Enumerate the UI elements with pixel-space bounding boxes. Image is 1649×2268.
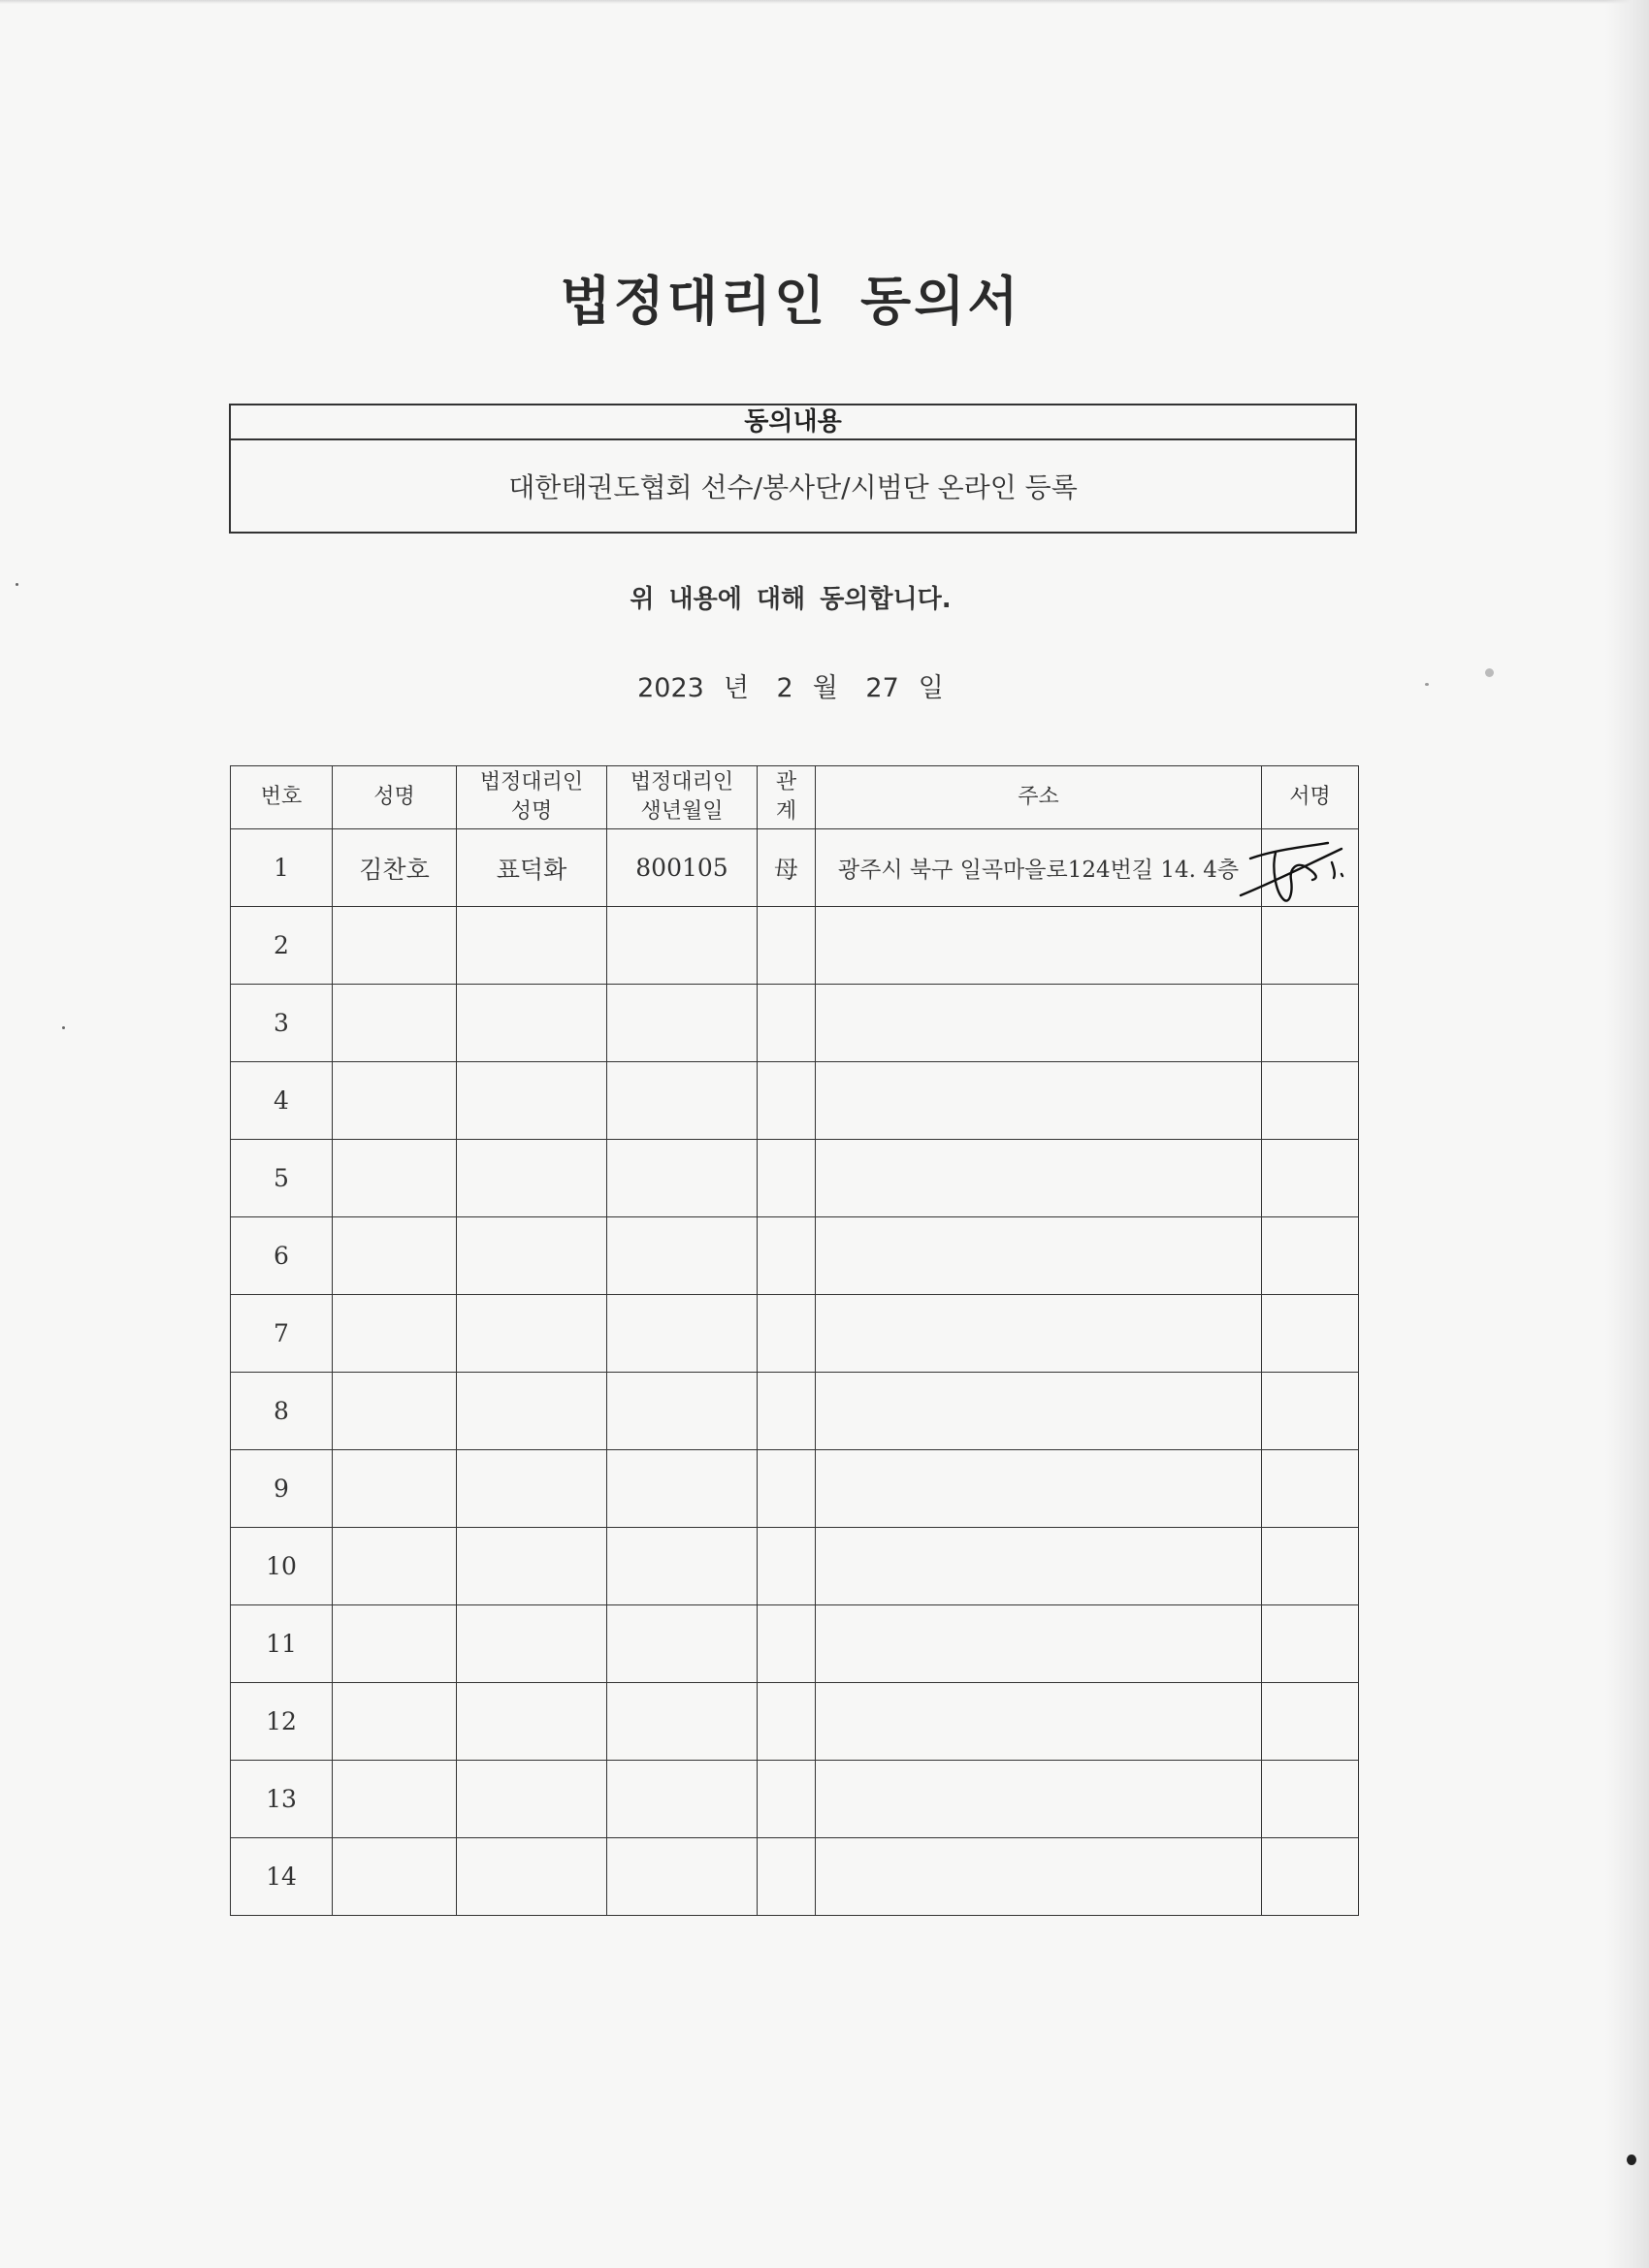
representative-name-cell (457, 829, 607, 907)
student-name-cell (333, 1140, 457, 1217)
student-name-cell (333, 1217, 457, 1295)
row-number: 13 (266, 1785, 297, 1813)
table-row (231, 1528, 1359, 1605)
row-number: 14 (266, 1863, 297, 1891)
representative-birthdate-cell (607, 1528, 758, 1605)
table-row (231, 1450, 1359, 1528)
header-relation: 관 계 (758, 766, 816, 829)
consent-box (229, 404, 1357, 534)
header-name: 성명 (333, 766, 457, 829)
row-number-cell (231, 1450, 333, 1528)
scan-edge-right (1605, 0, 1649, 2268)
row-number-cell (231, 829, 333, 907)
date-day-unit: 일 (918, 673, 944, 703)
student-name-cell (333, 985, 457, 1062)
signature-cell (1262, 1605, 1359, 1683)
representative-name-cell (457, 1295, 607, 1373)
row-number: 8 (274, 1397, 289, 1425)
signature-cell (1262, 1140, 1359, 1217)
representative-birthdate-cell (607, 1838, 758, 1916)
agreement-statement: 위 내용에 대해 동의합니다. (630, 585, 952, 614)
representative-birthdate-cell (607, 1683, 758, 1761)
representative-name-cell (457, 1761, 607, 1838)
student-name-cell (333, 1838, 457, 1916)
address-cell (816, 1295, 1262, 1373)
header-address: 주소 (816, 766, 1262, 829)
student-name-cell (333, 1373, 457, 1450)
address: 광주시 북구 일곡마을로124번길 14. 4층 (837, 858, 1240, 883)
row-number-cell (231, 1217, 333, 1295)
signature-cell (1262, 1683, 1359, 1761)
signature-cell (1262, 1295, 1359, 1373)
row-number-cell (231, 985, 333, 1062)
representative-birthdate-cell (607, 829, 758, 907)
table-row (231, 1295, 1359, 1373)
relation-cell (758, 829, 816, 907)
representative-name-cell (457, 1450, 607, 1528)
table-row (231, 1140, 1359, 1217)
representative-birthdate-cell (607, 1295, 758, 1373)
scan-speck (62, 1026, 65, 1029)
relation-cell (758, 1450, 816, 1528)
signature-stroke (1250, 843, 1328, 859)
row-number-cell (231, 1838, 333, 1916)
row-number: 7 (274, 1319, 289, 1347)
address-cell (816, 907, 1262, 985)
date-day: 27 (865, 673, 899, 703)
table-row (231, 1838, 1359, 1916)
row-number: 2 (274, 931, 289, 959)
representative-name: 표덕화 (496, 855, 567, 884)
address-cell (816, 1140, 1262, 1217)
student-name-cell (333, 907, 457, 985)
row-number: 12 (266, 1707, 297, 1735)
row-number: 1 (274, 854, 289, 882)
header-no: 번호 (231, 766, 333, 829)
header-rep-birth: 법정대리인 생년월일 (607, 766, 758, 829)
student-name-cell (333, 1761, 457, 1838)
relation-cell (758, 1373, 816, 1450)
representative-birthdate: 800105 (635, 854, 728, 882)
student-name-cell (333, 1605, 457, 1683)
address-cell (816, 1605, 1262, 1683)
row-number: 5 (274, 1164, 289, 1192)
table-row (231, 829, 1359, 907)
relation-cell (758, 1605, 816, 1683)
scan-edge-top (0, 0, 1649, 4)
student-name: 김찬호 (359, 855, 430, 884)
row-number-cell (231, 1528, 333, 1605)
row-number-cell (231, 1761, 333, 1838)
representative-name-cell (457, 1140, 607, 1217)
relation-cell (758, 985, 816, 1062)
signature-cell (1262, 1761, 1359, 1838)
signature-stroke (1332, 862, 1335, 878)
date-month: 2 (776, 673, 793, 703)
student-name-cell (333, 1683, 457, 1761)
address-cell (816, 1683, 1262, 1761)
address-cell (816, 985, 1262, 1062)
table-row (231, 1683, 1359, 1761)
address-cell (816, 1217, 1262, 1295)
student-name-cell (333, 1528, 457, 1605)
signature-cell (1262, 1838, 1359, 1916)
row-number-cell (231, 1062, 333, 1140)
handwritten-signature (1233, 829, 1359, 917)
student-name-cell (333, 1062, 457, 1140)
address-cell (816, 829, 1262, 907)
representative-name-cell (457, 1605, 607, 1683)
relation-cell (758, 1295, 816, 1373)
row-number: 4 (274, 1086, 289, 1115)
table-row (231, 907, 1359, 985)
representative-name-cell (457, 1373, 607, 1450)
date-year-unit: 년 (723, 673, 749, 703)
address-cell (816, 1450, 1262, 1528)
date-month-unit: 월 (812, 673, 838, 703)
row-number-cell (231, 1373, 333, 1450)
relation-cell (758, 1683, 816, 1761)
relation-cell (758, 1761, 816, 1838)
row-number: 3 (274, 1009, 289, 1037)
representative-birthdate-cell (607, 1062, 758, 1140)
representative-name-cell (457, 1528, 607, 1605)
row-number: 6 (274, 1242, 289, 1270)
relation-cell (758, 1838, 816, 1916)
consent-content: 대한태권도협회 선수/봉사단/시범단 온라인 등록 (508, 471, 1078, 503)
row-number: 9 (274, 1474, 289, 1503)
relation-cell (758, 1062, 816, 1140)
representative-name-cell (457, 907, 607, 985)
signer-table (230, 765, 1359, 1916)
row-number-cell (231, 1140, 333, 1217)
representative-birthdate-cell (607, 1140, 758, 1217)
header-signature: 서명 (1262, 766, 1359, 829)
signature-cell (1262, 1217, 1359, 1295)
signature-cell (1262, 1450, 1359, 1528)
representative-birthdate-cell (607, 907, 758, 985)
address-cell (816, 1373, 1262, 1450)
header-rep-name: 법정대리인 성명 (457, 766, 607, 829)
date-line (0, 666, 1581, 704)
signature-cell (1262, 985, 1359, 1062)
address-cell (816, 1838, 1262, 1916)
table-row (231, 1062, 1359, 1140)
representative-name-cell (457, 1683, 607, 1761)
table-row (231, 1373, 1359, 1450)
representative-birthdate-cell (607, 1450, 758, 1528)
consent-heading: 동의내용 (231, 405, 1355, 440)
table-row (231, 985, 1359, 1062)
table-row (231, 1761, 1359, 1838)
signature-cell (1262, 829, 1359, 907)
address-cell (816, 1062, 1262, 1140)
signature-cell (1262, 1062, 1359, 1140)
document-title: 법정대리인 동의서 (560, 271, 1021, 332)
table-row (231, 1605, 1359, 1683)
signature-cell (1262, 1373, 1359, 1450)
address-cell (816, 1528, 1262, 1605)
representative-name-cell (457, 985, 607, 1062)
table-row (231, 1217, 1359, 1295)
representative-birthdate-cell (607, 1605, 758, 1683)
representative-birthdate-cell (607, 1217, 758, 1295)
row-number: 11 (266, 1630, 297, 1658)
student-name-cell (333, 1295, 457, 1373)
relation-cell (758, 1140, 816, 1217)
representative-name-cell (457, 1838, 607, 1916)
representative-name-cell (457, 1217, 607, 1295)
row-number-cell (231, 1683, 333, 1761)
signature-cell (1262, 907, 1359, 985)
representative-birthdate-cell (607, 985, 758, 1062)
row-number: 10 (266, 1552, 297, 1580)
representative-birthdate-cell (607, 1761, 758, 1838)
relation-cell (758, 907, 816, 985)
representative-birthdate-cell (607, 1373, 758, 1450)
signature-cell (1262, 1528, 1359, 1605)
relation-cell (758, 1217, 816, 1295)
table-header-row (231, 766, 1359, 829)
row-number-cell (231, 907, 333, 985)
row-number-cell (231, 1295, 333, 1373)
student-name-cell (333, 1450, 457, 1528)
student-name-cell (333, 829, 457, 907)
address-cell (816, 1761, 1262, 1838)
date-year: 2023 (637, 673, 704, 703)
scan-speck (1627, 2155, 1636, 2165)
row-number-cell (231, 1605, 333, 1683)
relation: 母 (773, 855, 798, 884)
representative-name-cell (457, 1062, 607, 1140)
relation-cell (758, 1528, 816, 1605)
